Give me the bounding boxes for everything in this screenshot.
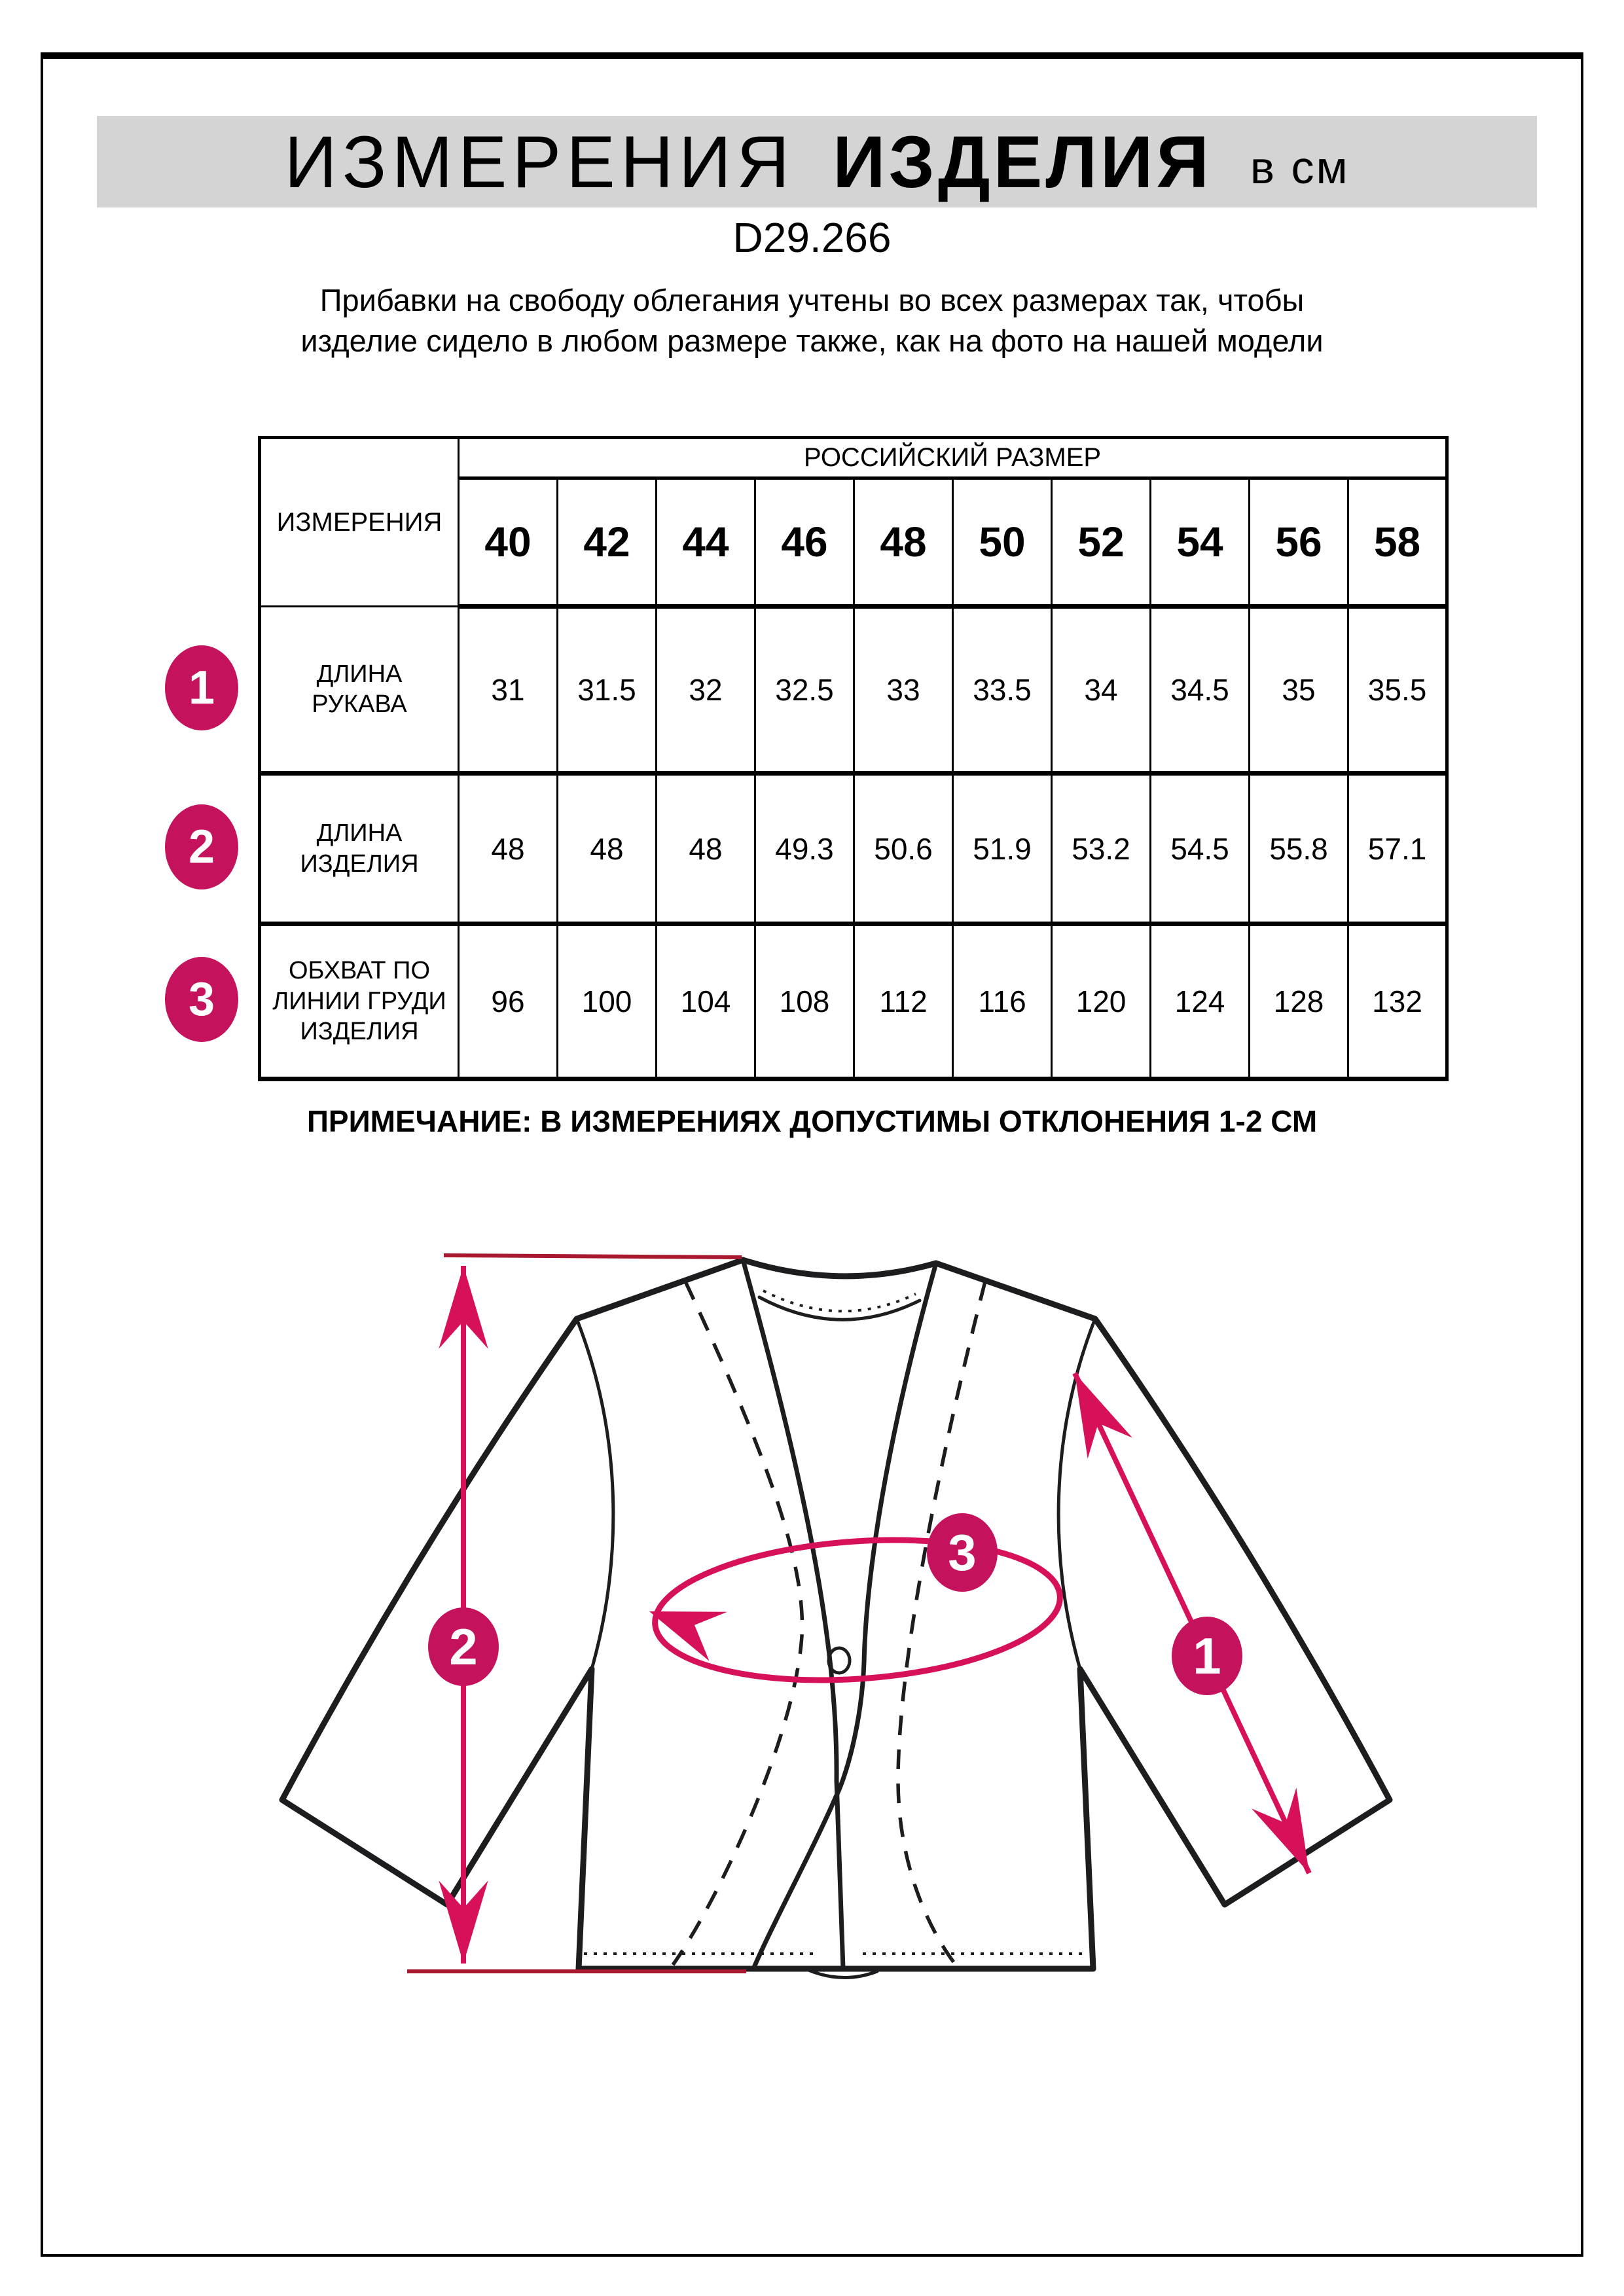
measurement-value: 33 [854,607,953,774]
measurement-value: 35.5 [1348,607,1447,774]
length-top-tick [444,1255,742,1257]
table-row [260,607,1447,774]
measurement-value: 48 [558,774,657,924]
measurement-value: 32 [657,607,755,774]
measurement-value: 128 [1250,924,1348,1079]
fit-description: Прибавки на свободу облегания учтены во всех размерах так, чтобы изделие сидело в любом размере также, как на фото на нашей модели [300,283,1324,359]
diagram-badge-chest-number: 3 [948,1524,977,1581]
table-row [260,774,1447,924]
measurement-value: 31.5 [558,607,657,774]
diagram-badge-sleeve-number: 1 [1193,1627,1221,1685]
measurement-value: 34 [1052,607,1151,774]
measure-column-header: ИЗМЕРЕНИЯ [260,438,459,607]
measurement-value: 54.5 [1151,774,1250,924]
size-column-header: 48 [854,478,953,607]
size-column-header: 46 [755,478,854,607]
measurement-value: 53.2 [1052,774,1151,924]
front-edge-left [743,1260,843,1969]
measurement-value: 108 [755,924,854,1079]
size-table-body [260,607,1447,1079]
size-column-header: 52 [1052,478,1151,607]
diagram-badge-length [428,1607,499,1686]
size-column-header: 42 [558,478,657,607]
measurement-value: 120 [1052,924,1151,1079]
russian-size-header: РОССИЙСКИЙ РАЗМЕР [459,438,1447,478]
size-column-header: 58 [1348,478,1447,607]
chest-ellipse [650,1528,1064,1693]
product-code: D29.266 [732,214,892,261]
measurement-value: 124 [1151,924,1250,1079]
measurement-value: 57.1 [1348,774,1447,924]
size-column-header: 40 [459,478,558,607]
tolerance-note: ПРИМЕЧАНИЕ: В ИЗМЕРЕНИЯХ ДОПУСТИМЫ ОТКЛОНЕНИЯ 1-2 СМ [306,1104,1318,1138]
page-title-product: ИЗДЕЛИЯ [833,120,1212,203]
garment-technical-drawing [229,1211,1407,1996]
row-number-badge: 1 [165,645,238,730]
back-neck-edge [743,1260,936,1276]
garment-outline-right [936,1263,1390,1969]
size-table [258,436,1449,1081]
measurement-value: 132 [1348,924,1447,1079]
measurement-value: 34.5 [1151,607,1250,774]
measurement-value: 104 [657,924,755,1079]
measurement-value: 55.8 [1250,774,1348,924]
title-bar [97,116,1537,207]
measurement-value: 51.9 [953,774,1052,924]
table-row [260,924,1447,1079]
armhole-seam-right [1058,1319,1095,1669]
size-column-header: 44 [657,478,755,607]
page-title-measurements: ИЗМЕРЕНИЯ [284,120,795,203]
measurement-value: 49.3 [755,774,854,924]
measurement-value: 100 [558,924,657,1079]
page-title-unit: в см [1250,142,1350,193]
measurement-value: 48 [459,774,558,924]
row-number-badge: 3 [165,957,238,1042]
facing-dashed-right [898,1282,985,1965]
measurement-value: 50.6 [854,774,953,924]
measurement-value: 112 [854,924,953,1079]
measurement-value: 48 [657,774,755,924]
diagram-badge-chest [927,1513,998,1592]
measurement-value: 32.5 [755,607,854,774]
measurement-label: ДЛИНА ИЗДЕЛИЯ [260,774,459,924]
size-column-header: 56 [1250,478,1348,607]
size-column-header: 50 [953,478,1052,607]
row-number-badge: 2 [165,804,238,889]
diagram-badge-length-number: 2 [449,1618,478,1676]
measurement-value: 31 [459,607,558,774]
measurement-value: 33.5 [953,607,1052,774]
measurement-label: ДЛИНА РУКАВА [260,607,459,774]
measurement-value: 35 [1250,607,1348,774]
diagram-badge-sleeve [1172,1617,1242,1695]
measurement-label: ОБХВАТ ПО ЛИНИИ ГРУДИ ИЗДЕЛИЯ [260,924,459,1079]
measurement-value: 116 [953,924,1052,1079]
armhole-seam-left [577,1319,613,1669]
measurement-value: 96 [459,924,558,1079]
size-table-header-row [260,438,1447,478]
size-column-header: 54 [1151,478,1250,607]
